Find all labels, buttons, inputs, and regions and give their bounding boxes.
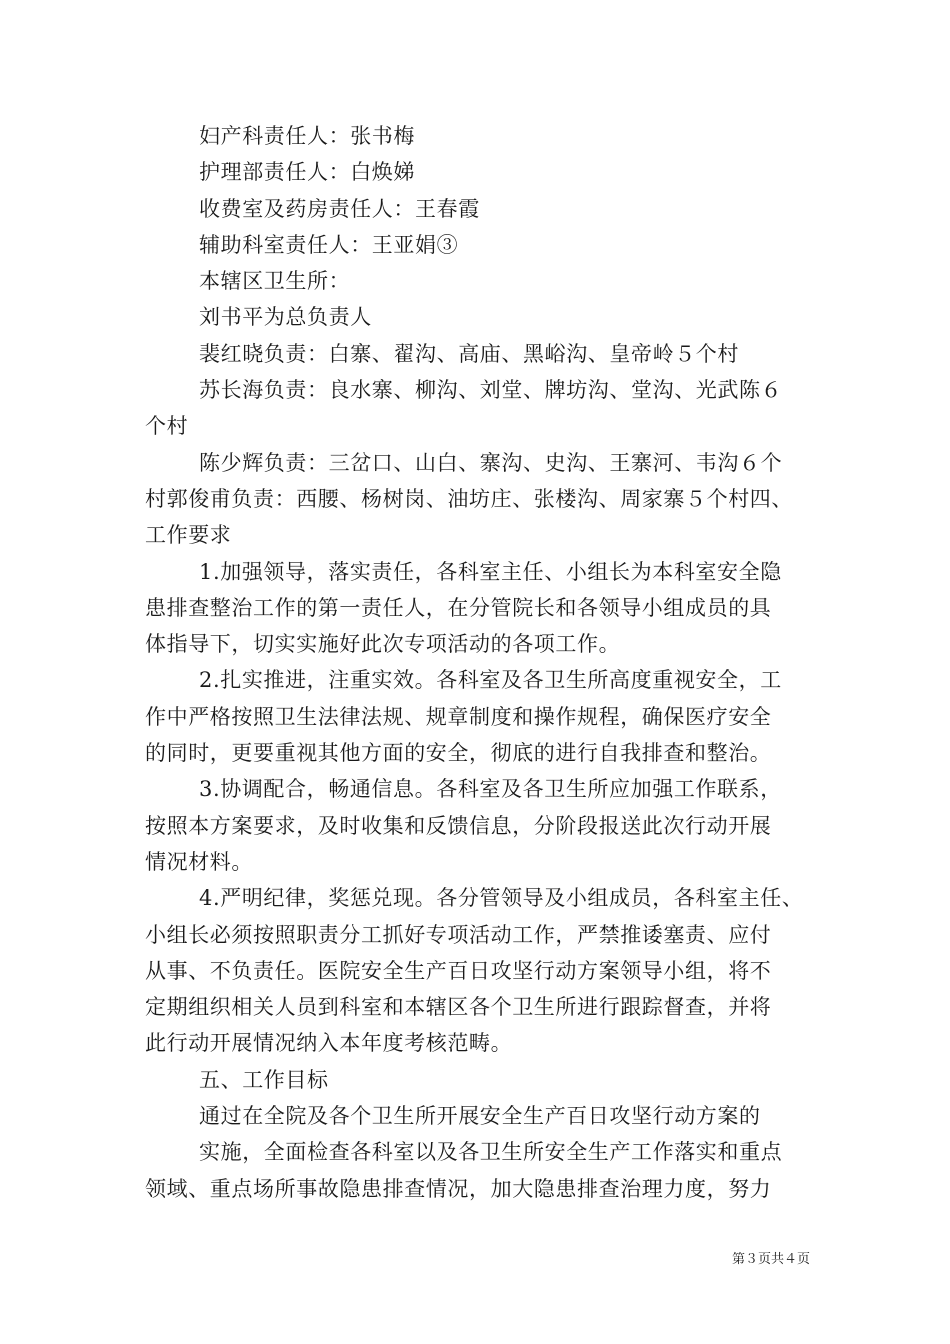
text-line: 作中严格按照卫生法律法规、规章制度和操作规程，确保医疗安全 [145,704,772,729]
text-line: 定期组织相关人员到科室和本辖区各个卫生所进行跟踪督查，并将 [145,995,772,1020]
text-line: 患排查整治工作的第一责任人，在分管院长和各领导小组成员的具 [145,595,772,620]
text-line: 通过在全院及各个卫生所开展安全生产百日攻坚行动方案的 [199,1104,761,1129]
text-line: 刘书平为总负责人 [199,305,372,330]
page-number-footer: 第３页共４页 [731,1252,810,1267]
text-line: 情况材料。 [145,849,253,874]
text-line: 本辖区卫生所： [199,269,351,294]
text-line: 村郭俊甫负责：西腰、杨树岗、油坊庄、张楼沟、周家寨５个村四、 [145,486,793,511]
text-line: 此行动开展情况纳入本年度考核范畴。 [145,1031,513,1056]
text-line: 4.严明纪律，奖惩兑现。各分管领导及小组成员，各科室主任、 [199,886,804,911]
text-line: 的同时，更要重视其他方面的安全，彻底的进行自我排查和整治。 [145,741,772,766]
document-body [145,118,817,1207]
text-line: 收费室及药房责任人：王春霞 [199,196,480,221]
text-line: 实施，全面检查各科室以及各卫生所安全生产工作落实和重点 [199,1140,783,1165]
text-line: 护理部责任人：白焕娣 [199,160,415,185]
text-line: 裴红晓负责：白寨、翟沟、高庙、黑峪沟、皇帝岭５个村 [199,341,739,366]
text-line: 领域、重点场所事故隐患排查情况，加大隐患排查治理力度，努力 [145,1176,772,1201]
text-line: 妇产科责任人：张书梅 [199,124,415,148]
text-line: 苏长海负责：良水寨、柳沟、刘堂、牌坊沟、堂沟、光武陈６ [199,378,783,403]
text-line: 工作要求 [145,523,232,548]
text-line: 从事、不负责任。医院安全生产百日攻坚行动方案领导小组，将不 [145,958,772,983]
text-line: 按照本方案要求，及时收集和反馈信息，分阶段报送此次行动开展 [145,813,772,838]
text-line: 陈少辉负责：三岔口、山白、寨沟、史沟、王寨河、韦沟６个 [199,450,783,475]
text-line: 小组长必须按照职责分工抓好专项活动工作，严禁推诿塞责、应付 [145,922,772,947]
text-line: 辅助科室责任人：王亚娟③ [199,232,459,257]
text-line: 五、工作目标 [199,1067,329,1092]
text-line: 3.协调配合，畅通信息。各科室及各卫生所应加强工作联系， [199,777,782,802]
text-line: 1.加强领导，落实责任，各科室主任、小组长为本科室安全隐 [199,559,782,584]
text-line: 个村 [145,414,189,439]
text-line: 2.扎实推进，注重实效。各科室及各卫生所高度重视安全，工 [199,668,782,693]
text-line: 体指导下，切实实施好此次专项活动的各项工作。 [145,632,621,657]
